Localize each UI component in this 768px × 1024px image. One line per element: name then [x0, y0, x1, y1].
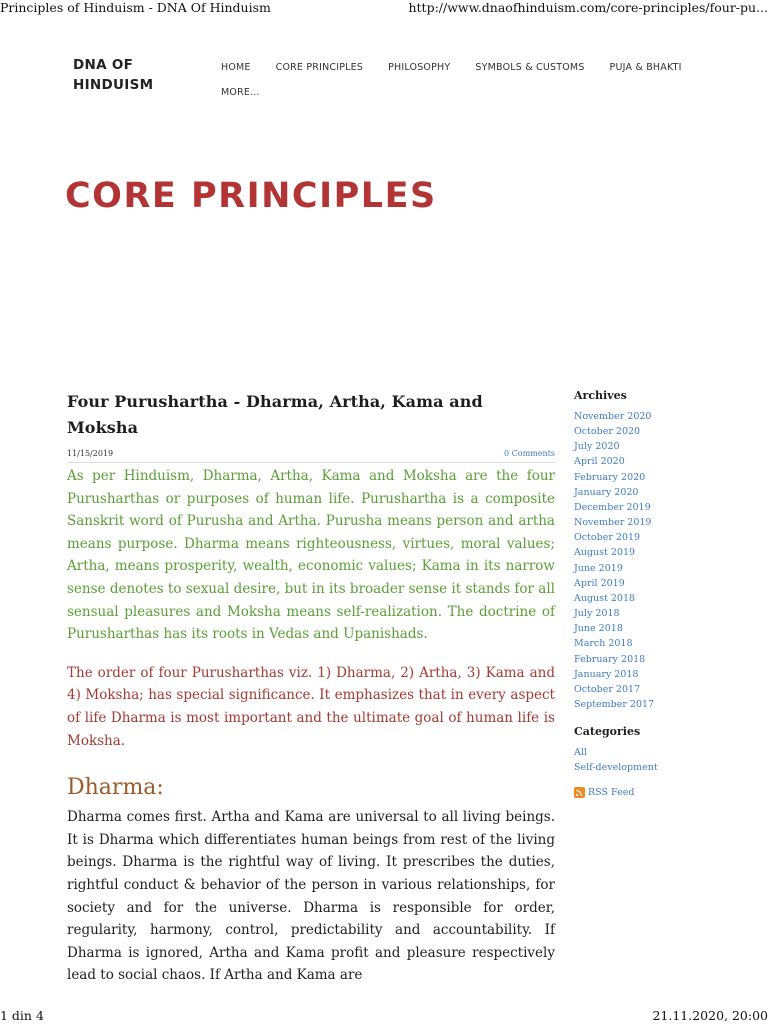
archive-list	[574, 409, 704, 712]
archive-link[interactable]: November 2019	[574, 517, 652, 529]
intro-paragraph: As per Hinduism, Dharma, Artha, Kama and Moksha are the four Purusharthas or purposes of human life. Purushartha is a composite Sanskrit word of Purusha and Artha. Purusha means person and artha means purpose. Dharma means righteousness, virtues, moral values; Artha, means prosperity, wealth, economic values; Kama in its narrow sense denotes to sexual desire, but in its broader sense it stands for all sensual pleasures and Moksha means self-realization. The doctrine of Purusharthas has its roots in Vedas and Upanishads.	[67, 468, 555, 643]
archive-link[interactable]: September 2017	[574, 698, 655, 710]
archive-link[interactable]: January 2018	[574, 668, 639, 680]
archive-link[interactable]: February 2020	[574, 471, 646, 483]
archive-link[interactable]: December 2019	[574, 501, 651, 513]
nav-row-2	[221, 80, 741, 105]
categories-heading: Categories	[574, 725, 641, 739]
nav-symbols-customs[interactable]: SYMBOLS & CUSTOMS	[475, 62, 585, 73]
main-nav	[221, 55, 741, 105]
nav-puja-bhakti[interactable]: PUJA & BHAKTI	[609, 62, 682, 73]
archives-heading: Archives	[574, 389, 627, 402]
site-logo[interactable]	[73, 55, 183, 95]
archive-link[interactable]: March 2018	[574, 638, 633, 650]
sidebar	[574, 389, 704, 798]
archive-link[interactable]: August 2018	[574, 592, 636, 604]
archive-link[interactable]: January 2020	[574, 486, 639, 498]
dharma-heading: Dharma:	[67, 775, 164, 801]
nav-home[interactable]: HOME	[221, 62, 251, 73]
archive-link[interactable]: April 2020	[574, 456, 625, 468]
nav-core-principles[interactable]: CORE PRINCIPLES	[275, 62, 364, 73]
archive-link[interactable]: June 2019	[574, 562, 623, 574]
blog-post	[67, 389, 555, 987]
rss-feed-label: RSS Feed	[588, 787, 635, 799]
archive-link[interactable]: April 2019	[574, 577, 625, 589]
rss-icon	[574, 787, 585, 798]
print-datetime: 21.11.2020, 20:00	[652, 1008, 768, 1023]
print-header	[0, 0, 768, 18]
nav-more[interactable]: MORE...	[221, 87, 260, 98]
post-date: 11/15/2019	[67, 449, 114, 458]
print-page-number: 1 din 4	[0, 1008, 44, 1023]
banner-title: CORE PRINCIPLES	[65, 176, 437, 216]
archive-link[interactable]: October 2017	[574, 683, 641, 695]
post-title[interactable]: Four Purushartha - Dharma, Artha, Kama and Moksha	[67, 392, 483, 437]
nav-row-1	[221, 55, 741, 80]
site-logo-line1: DNA OF	[73, 57, 134, 73]
comments-link[interactable]: 0 Comments	[504, 449, 555, 458]
dharma-paragraph: Dharma comes first. Artha and Kama are universal to all living beings. It is Dharma which differentiates human beings from rest of the living beings. Dharma is the rightful way of living. It prescribes the duties, rightful conduct & behavior of the person in various relationships, for society and for the universe. Dharma is responsible for order, regularity, harmony, control, predictability and accountability. If Dharma is ignored, Artha and Kama profit and pleasure respectively lead to social chaos. If Artha and Kama are	[67, 809, 555, 984]
archive-link[interactable]: October 2019	[574, 532, 641, 544]
category-link-self-development[interactable]: Self-development	[574, 762, 658, 774]
archive-link[interactable]: June 2018	[574, 623, 623, 635]
archive-link[interactable]: November 2020	[574, 411, 652, 422]
print-page-url: http://www.dnaofhinduism.com/core-principles/four-pu...	[408, 0, 768, 15]
archive-link[interactable]: August 2019	[574, 547, 636, 559]
post-meta	[67, 449, 555, 463]
rss-feed-link[interactable]	[574, 787, 704, 798]
archive-link[interactable]: July 2018	[574, 608, 620, 620]
category-list	[574, 745, 704, 775]
order-paragraph: The order of four Purusharthas viz. 1) Dharma, 2) Artha, 3) Kama and 4) Moksha; has special significance. It emphasizes that in every aspect of life Dharma is most important and the ultimate goal of human life is Moksha.	[67, 664, 555, 749]
archive-link[interactable]: July 2020	[574, 441, 620, 453]
print-footer	[0, 1006, 768, 1024]
site-logo-line2: HINDUISM	[73, 77, 154, 93]
category-link-all[interactable]: All	[574, 747, 587, 759]
archive-link[interactable]: February 2018	[574, 653, 646, 665]
nav-philosophy[interactable]: PHILOSOPHY	[388, 62, 451, 73]
print-page-title: Principles of Hinduism - DNA Of Hinduism	[0, 0, 271, 15]
archive-link[interactable]: October 2020	[574, 426, 641, 438]
